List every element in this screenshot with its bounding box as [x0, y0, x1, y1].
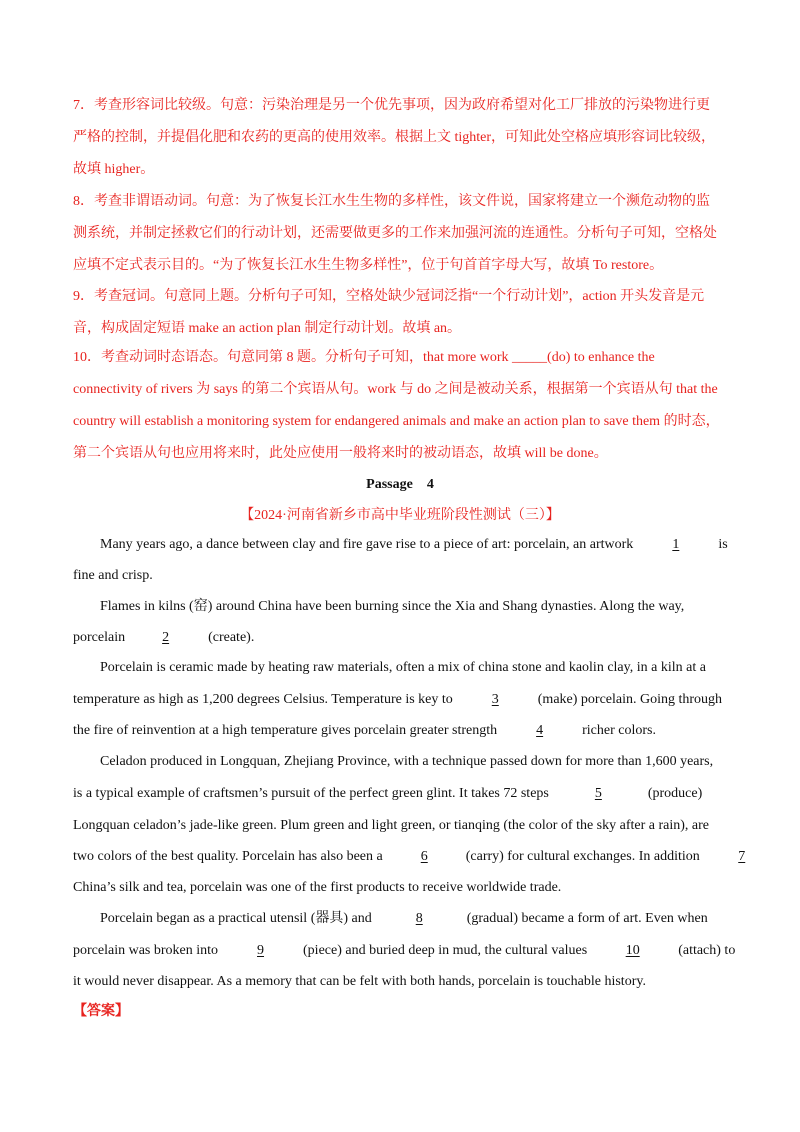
p4-line3: Longquan celadon’s jade-like green. Plum green and light green, or tianqing (the color of the sky after a rain), are: [73, 818, 709, 833]
p4-line4: [73, 847, 745, 867]
explanation-q8-line3: 应填不定式表示目的。“为了恢复长江水生生物多样性”，位于句首首字母大写，故填 To restore。: [73, 258, 664, 273]
p5-text-a: Porcelain began as a practical utensil (器具) and: [100, 911, 372, 926]
p4-text-a: is a typical example of craftsmen’s pursuit of the perfect green glint. It takes 72 steps: [73, 786, 549, 801]
p1-line2: fine and crisp.: [73, 568, 153, 583]
p5-text-d: (piece) and buried deep in mud, the cultural values: [303, 943, 588, 958]
p4-text-c: two colors of the best quality. Porcelain has also been a: [73, 849, 383, 864]
blank-9: 9: [257, 943, 265, 958]
p3-text-b: (make) porcelain. Going through: [537, 692, 723, 707]
blank-7: 7: [738, 849, 746, 864]
p4-text-b: (produce): [647, 786, 703, 801]
blank-8: 8: [415, 911, 423, 926]
blank-10: 10: [625, 943, 640, 958]
p2-line2: [73, 628, 254, 648]
blank-5: 5: [594, 786, 602, 801]
explanation-q10-line4: 第二个宾语从句也应用将来时，此处应使用一般将来时的被动语态，故填 will be done。: [73, 446, 608, 461]
explanation-q7-line1: 7．考查形容词比较级。句意：污染治理是另一个优先事项，因为政府希望对化工厂排放的污染物进行更: [73, 98, 710, 113]
p2-text-a: porcelain: [73, 630, 126, 645]
p3-line3: [73, 721, 656, 741]
p3-text-c: the fire of reinvention at a high temperature gives porcelain greater strength: [73, 723, 498, 738]
blank-4: 4: [536, 723, 544, 738]
p4-text-d: (carry) for cultural exchanges. In addition: [465, 849, 700, 864]
p5-text-c: porcelain was broken into: [73, 943, 219, 958]
passage-source: 【2024·河南省新乡市高中毕业班阶段性测试（三）】: [240, 508, 560, 523]
explanation-q7-line3: 故填 higher。: [73, 162, 155, 177]
blank-6: 6: [420, 849, 428, 864]
p5-line2: [73, 941, 735, 961]
p5-text-e: (attach) to: [678, 943, 736, 958]
p4-line5: China’s silk and tea, porcelain was one of the first products to receive worldwide trade.: [73, 880, 562, 895]
explanation-q9-line1: 9．考查冠词。句意同上题。分析句子可知，空格处缺少冠词泛指“一个行动计划”，action 开头发音是元: [73, 289, 705, 304]
explanation-q8-line2: 测系统，并制定拯救它们的行动计划，还需要做更多的工作来加强河流的连通性。分析句子可知，空格处: [73, 226, 717, 241]
p3-text-d: richer colors.: [582, 723, 656, 738]
p2-text-b: (create).: [208, 630, 255, 645]
p4-line1: Celadon produced in Longquan, Zhejiang Province, with a technique passed down for more than 1,600 years,: [100, 754, 714, 769]
explanation-q9-line2: 音，构成固定短语 make an action plan 制定行动计划。故填 an。: [73, 321, 462, 336]
p5-line3: it would never disappear. As a memory that can be felt with both hands, porcelain is touchable history.: [73, 974, 646, 989]
p1-line1: [100, 535, 728, 555]
blank-2: 2: [162, 630, 170, 645]
passage-title: Passage 4: [366, 477, 434, 492]
explanation-q8-line1: 8．考查非谓语动词。句意：为了恢复长江水生生物的多样性，该文件说，国家将建立一个濒危动物的监: [73, 194, 710, 209]
p5-text-b: (gradual) became a form of art. Even when: [466, 911, 708, 926]
explanation-q10-line1: 10．考查动词时态语态。句意同第 8 题。分析句子可知，that more work _____(do) to enhance the: [73, 350, 655, 365]
p3-line1: Porcelain is ceramic made by heating raw materials, often a mix of china stone and kaolin clay, in a kiln at a: [100, 660, 706, 675]
p2-line1: Flames in kilns (窑) around China have been burning since the Xia and Shang dynasties. Along the way,: [100, 599, 685, 614]
explanation-q10-line3: country will establish a monitoring system for endangered animals and make an action plan to save them 的时态，: [73, 414, 720, 429]
p1-text-a: Many years ago, a dance between clay and fire gave rise to a piece of art: porcelain, an artwork: [100, 537, 634, 552]
explanation-q7-line2: 严格的控制，并提倡化肥和农药的更高的使用效率。根据上文 tighter，可知此处空格应填形容词比较级，: [73, 130, 716, 145]
blank-1: 1: [672, 537, 680, 552]
answer-heading: 【答案】: [73, 1004, 129, 1019]
blank-3: 3: [491, 692, 499, 707]
explanation-q10-line2: connectivity of rivers 为 says 的第二个宾语从句。work 与 do 之间是被动关系，根据第一个宾语从句 that the: [73, 382, 718, 397]
p5-line1: [100, 909, 708, 929]
p3-line2: [73, 690, 722, 710]
p1-text-b: is: [718, 537, 728, 552]
p3-text-a: temperature as high as 1,200 degrees Celsius. Temperature is key to: [73, 692, 453, 707]
p4-line2: [73, 784, 702, 804]
